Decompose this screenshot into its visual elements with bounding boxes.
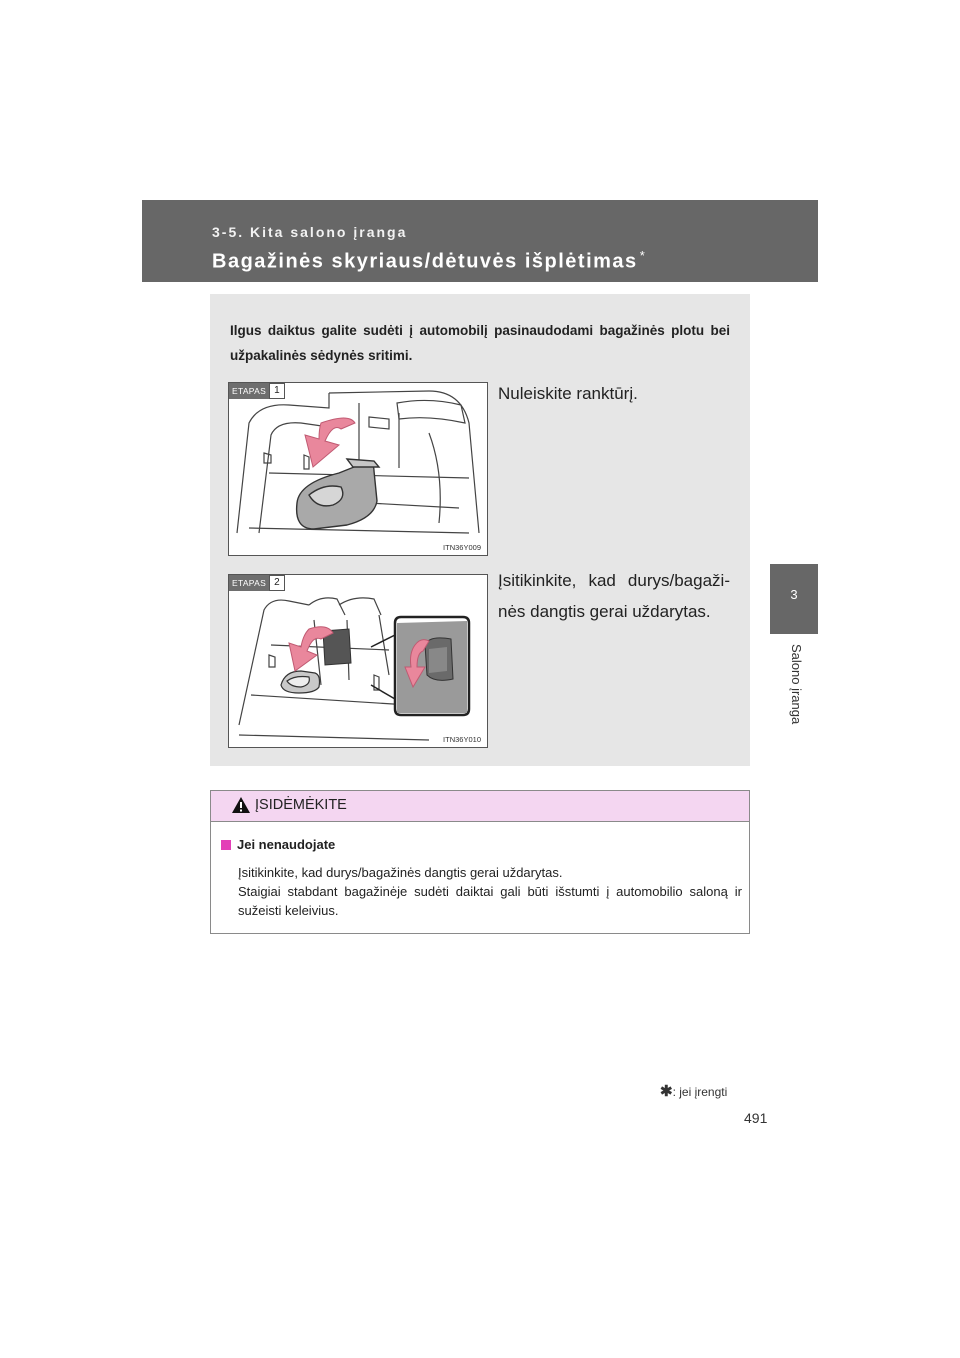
step-2-illustration bbox=[228, 574, 488, 748]
image-code: ITN36Y009 bbox=[443, 543, 481, 552]
rear-seat-armrest-drawing bbox=[229, 383, 487, 555]
footnote-marker: ✱ bbox=[660, 1083, 673, 1100]
warning-body bbox=[238, 863, 742, 920]
rear-seat-trunk-drawing bbox=[229, 575, 487, 747]
page-header bbox=[142, 200, 818, 282]
chapter-tab: 3 bbox=[770, 564, 818, 634]
image-code: ITN36Y010 bbox=[443, 735, 481, 744]
step-badge-label: ETAPAS bbox=[229, 575, 269, 591]
step-2-text: Įsitikinkite, kad durys/bagaži-nės dangtis gerai uždarytas. bbox=[498, 571, 730, 621]
warning-triangle-icon bbox=[231, 796, 251, 814]
page-title-text: Bagažinės skyriaus/dėtuvės išplėtimas bbox=[212, 250, 638, 273]
step-1-text: Nuleiskite ranktūrį. bbox=[498, 384, 638, 403]
step-badge-label: ETAPAS bbox=[229, 383, 269, 399]
step-1-illustration bbox=[228, 382, 488, 556]
warning-title: ĮSIDĖMĖKITE bbox=[255, 797, 347, 813]
content-box bbox=[210, 294, 750, 766]
warning-line-2: Staigiai stabdant bagažinėje sudėti daiktai gali būti išstumti į automobilio saloną ir sužeisti keleivius. bbox=[238, 884, 742, 918]
footnote-text: : jei įrengti bbox=[672, 1085, 728, 1099]
step-badge-number: 2 bbox=[269, 575, 285, 591]
warning-box bbox=[210, 790, 750, 934]
step-1-badge bbox=[229, 383, 285, 399]
page-number: 491 bbox=[744, 1110, 768, 1126]
warning-subtitle-text: Jei nenaudojate bbox=[237, 837, 336, 852]
bullet-square-icon bbox=[221, 840, 231, 850]
section-label: 3-5. Kita salono įranga bbox=[212, 224, 408, 240]
warning-header bbox=[211, 791, 749, 822]
step-badge-number: 1 bbox=[269, 383, 285, 399]
warning-subtitle bbox=[221, 837, 335, 852]
footnote bbox=[660, 1082, 727, 1100]
title-marker: * bbox=[639, 248, 647, 263]
warning-line-1: Įsitikinkite, kad durys/bagažinės dangtis gerai uždarytas. bbox=[238, 865, 563, 880]
intro-text: Ilgus daiktus galite sudėti į automobilį pasinaudodami bagažinės plotu bei užpakalinės sėdynės sritimi. bbox=[230, 323, 730, 363]
chapter-label: Salono įranga bbox=[789, 644, 804, 725]
step-2-badge bbox=[229, 575, 285, 591]
page-title bbox=[212, 248, 646, 274]
